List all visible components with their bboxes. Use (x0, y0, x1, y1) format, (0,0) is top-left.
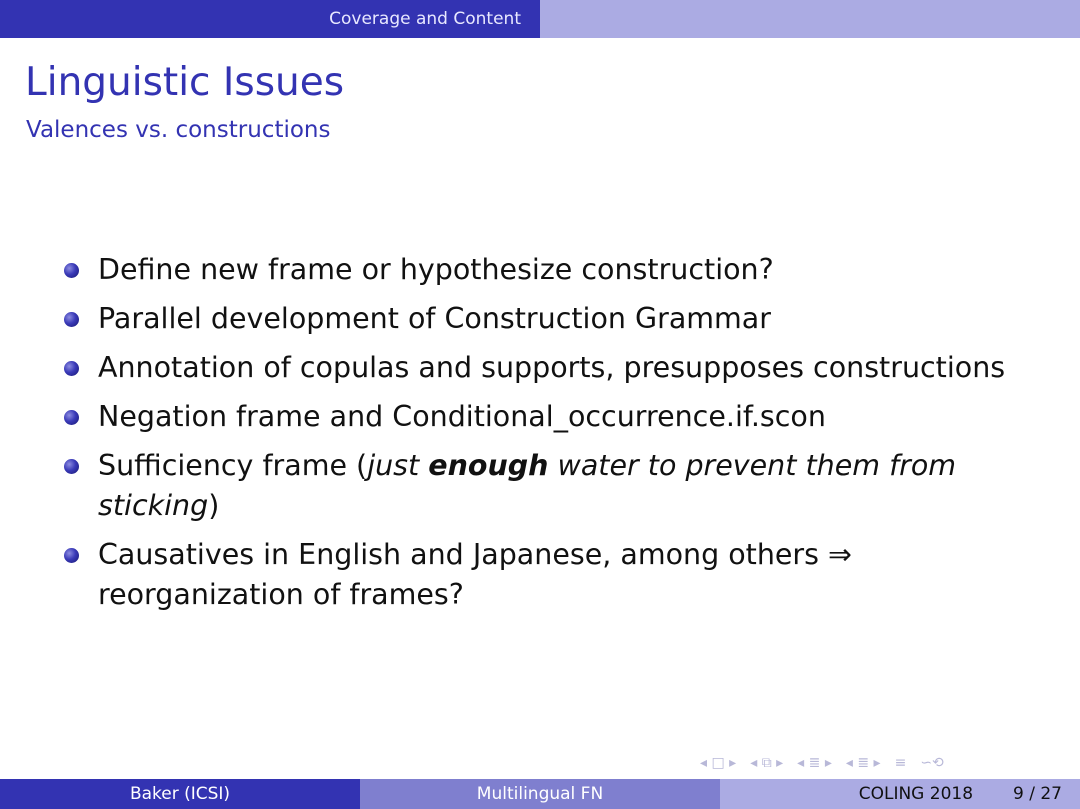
subsection-next-icon[interactable]: ▸ (776, 755, 784, 771)
section-next-icon[interactable]: ▸ (824, 755, 832, 771)
bullet-text-part: ) (208, 489, 220, 522)
footer-author-text: Baker (ICSI) (129, 784, 231, 804)
header-bar (0, 0, 1080, 38)
frame-next-icon[interactable]: ▸ (729, 755, 737, 771)
slide-title: Linguistic Issues (25, 60, 345, 105)
footer-bar (0, 779, 1080, 809)
section-title[interactable]: Coverage and Content (329, 9, 521, 29)
bullet-text-bold-italic: enough (428, 449, 549, 482)
bullet-text-part: Sufficiency frame ( (98, 449, 368, 482)
search-icon[interactable]: ∽⟲ (920, 755, 944, 771)
frame-prev-icon[interactable]: ◂ (700, 755, 708, 771)
bullet-icon (64, 361, 79, 376)
list-item (62, 397, 1042, 437)
subsection-navigation (540, 0, 1080, 38)
page-number: 9 / 27 (1013, 784, 1062, 804)
frame-navigation (700, 755, 736, 771)
list-item (62, 446, 1042, 526)
list-item (62, 299, 1042, 339)
bullet-icon (64, 410, 79, 425)
bullet-list (62, 250, 1042, 624)
footer-title (360, 779, 720, 809)
subsection-navigation-symbols (750, 755, 783, 771)
section-prev-icon[interactable]: ◂ (797, 755, 805, 771)
list-item (62, 535, 1042, 615)
subsection-prev-icon[interactable]: ◂ (750, 755, 758, 771)
footer-title-text: Multilingual FN (476, 784, 604, 804)
section-navigation[interactable] (0, 0, 540, 38)
slide-subtitle: Valences vs. constructions (26, 117, 331, 143)
subsection-icon[interactable]: ⧉ (761, 755, 772, 771)
section-icon[interactable]: ≣ (808, 755, 821, 771)
bullet-icon (64, 459, 79, 474)
list-item (62, 250, 1042, 290)
bullet-icon (64, 312, 79, 327)
list-item (62, 348, 1042, 388)
document-navigation-symbols (846, 755, 881, 771)
beamer-navigation (700, 752, 1075, 774)
bullet-text-part: reorganization of frames? (98, 578, 464, 611)
bullet-text: Negation frame and Conditional_occurrence.if.scon (98, 400, 826, 433)
frame-icon[interactable]: □ (711, 755, 725, 771)
align-icon[interactable]: ≡ (894, 755, 907, 771)
section-navigation-symbols (797, 755, 832, 771)
bullet-text-part: Causatives in English and Japanese, among others ⇒ (98, 538, 852, 571)
bullet-text-italic: just (367, 449, 429, 482)
document-next-icon[interactable]: ▸ (873, 755, 881, 771)
document-prev-icon[interactable]: ◂ (845, 755, 853, 771)
bullet-text: Parallel development of Construction Grammar (98, 302, 771, 335)
footer-info (720, 779, 1080, 809)
footer-author (0, 779, 360, 809)
bullet-icon (64, 548, 79, 563)
bullet-icon (64, 263, 79, 278)
bullet-text-italic: water to prevent them from sticking (98, 449, 957, 522)
footer-conference: COLING 2018 (858, 784, 974, 804)
document-icon[interactable]: ≣ (857, 755, 870, 771)
bullet-text: Annotation of copulas and supports, presupposes constructions (98, 351, 1006, 384)
bullet-text: Define new frame or hypothesize construction? (98, 253, 774, 286)
